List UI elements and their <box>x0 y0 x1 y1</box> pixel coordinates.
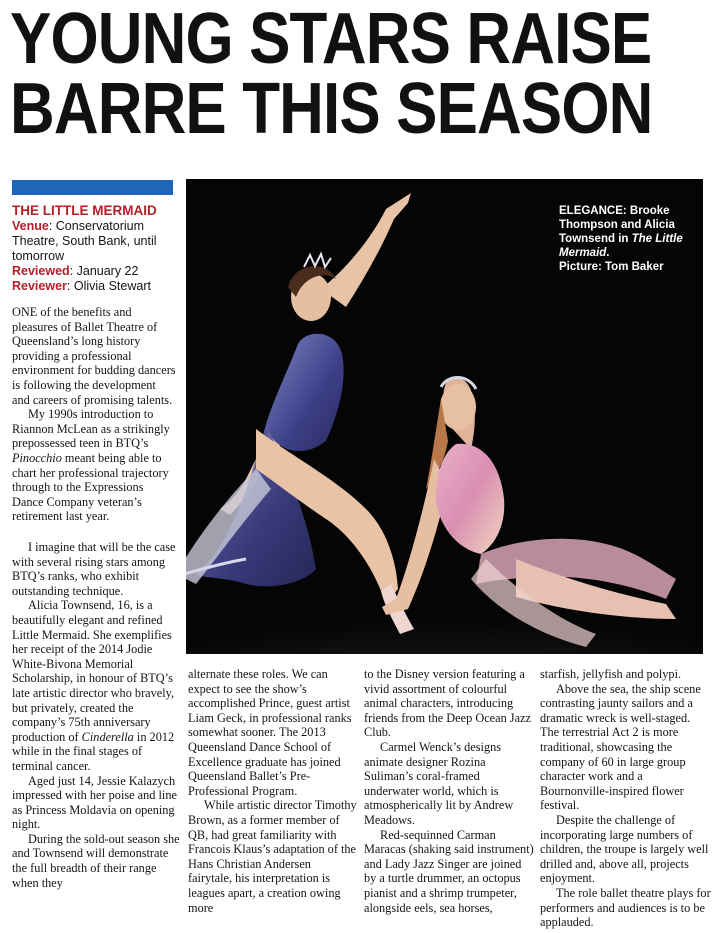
caption-end: . <box>606 247 610 259</box>
paragraph: ONE of the benefits and pleasures of Ballet Theatre of Queensland’s long history providing a professional environment for budding dancers is following the development and careers of promising talents. <box>12 305 176 407</box>
venue-line <box>12 219 182 264</box>
show-title: THE LITTLE MERMAID <box>12 203 157 218</box>
text: My 1990s introduction to Riannon McLean as a strikingly prepossessed teen in BTQ’s <box>12 407 170 451</box>
paragraph: Aged just 14, Jessie Kalazych impressed with her poise and line as Princess Moldavia on opening night. <box>12 773 177 832</box>
caption-title: The Little Mermaid <box>559 233 683 259</box>
paragraph <box>12 407 176 524</box>
headline-line-2: BARRE THIS SEASON <box>10 69 653 149</box>
paragraph: Above the sea, the ship scene contrasting jaunty sailors and a dramatic wreck is well-staged. The terrestrial Act 2 is more traditional, showcasing the company of 60 in large group character work and a Bournonville-inspired flower festival. <box>540 681 701 813</box>
paragraph: During the sold-out season she and Townsend will demonstrate the full breadth of their range when they <box>12 831 180 890</box>
paragraph <box>12 598 182 773</box>
paragraph: Red-sequinned Carman Maracas (shaking said instrument) and Lady Jazz Singer are joined by a turtle drummer, an octopus pianist and a shrimp trumpeter, alongside eels, sea horses, <box>364 827 534 915</box>
reviewer-value: : Olivia Stewart <box>66 279 151 293</box>
venue-value: : Conservatorium Theatre, South Bank, until tomorrow <box>12 219 157 263</box>
reviewed-value: : January 22 <box>69 264 139 278</box>
caption-lead: ELEGANCE: Brooke Thompson and Alicia Townsend in <box>559 205 675 245</box>
reviewed-line <box>12 264 182 279</box>
article-column-2 <box>188 667 358 915</box>
paragraph: to the Disney version featuring a vivid assortment of colourful animal characters, introducing friends from the Deep Ocean Jazz Club. <box>364 667 531 740</box>
review-info-box <box>12 203 182 294</box>
paragraph: I imagine that will be the case with several rising stars among BTQ’s ranks, who exhibit outstanding technique. <box>12 540 176 598</box>
text: Alicia Townsend, 16, is a beautifully elegant and refined Little Mermaid. She exemplifies her receipt of the 2014 Jodie White-Bivona Memorial Scholarship, in honour of BTQ’s late artistic director who bravely, but privately, created the company’s 75th anniversary production of <box>12 598 175 744</box>
reviewer-line <box>12 279 182 294</box>
article-column-1 <box>12 305 176 524</box>
headline <box>10 0 653 149</box>
italic-title: Pinocchio <box>12 450 62 465</box>
paragraph: While artistic director Timothy Brown, as a former member of QB, had great familiarity with Francois Klaus’s adaptation of the Hans Christian Andersen fairytale, his interpretation is leagues apart, a creation owing more <box>188 798 357 915</box>
article-column-3 <box>364 667 534 915</box>
paragraph: alternate these roles. We can expect to see the show’s accomplished Prince, guest artist Liam Geck, in professional ranks somewhat sooner. The 2013 Queensland Dance School of Excellence graduate has joined Queensland Ballet’s Pre-Professional Program. <box>188 667 352 798</box>
text: in 2012 while in the final stages of terminal cancer. <box>12 729 175 773</box>
section-color-bar <box>12 180 173 195</box>
ballet-photo <box>186 179 703 654</box>
paragraph: starfish, jellyfish and polypi. <box>540 667 682 681</box>
text: meant being able to chart her professional trajectory through to the Expressions Dance Company veteran’s retirement last year. <box>12 450 169 524</box>
venue-label: Venue <box>12 219 49 233</box>
reviewed-label: Reviewed <box>12 264 70 278</box>
headline-line-1: YOUNG STARS RAISE <box>10 0 652 79</box>
paragraph: The role ballet theatre plays for performers and audiences is to be applauded. <box>540 885 711 930</box>
photo-caption <box>559 204 694 274</box>
italic-title: Cinderella <box>81 729 134 744</box>
paragraph: Carmel Wenck’s designs animate designer Rozina Suliman’s coral-framed underwater world, which is atmospherically lit by Andrew Meadows. <box>364 739 514 827</box>
article-column-1-lower <box>12 540 182 890</box>
article-column-4 <box>540 667 712 930</box>
paragraph: Despite the challenge of incorporating large numbers of children, the troupe is largely well drilled and, above all, projects enjoyment. <box>540 812 709 886</box>
reviewer-label: Reviewer <box>12 279 67 293</box>
caption-credit: Picture: Tom Baker <box>559 261 664 273</box>
